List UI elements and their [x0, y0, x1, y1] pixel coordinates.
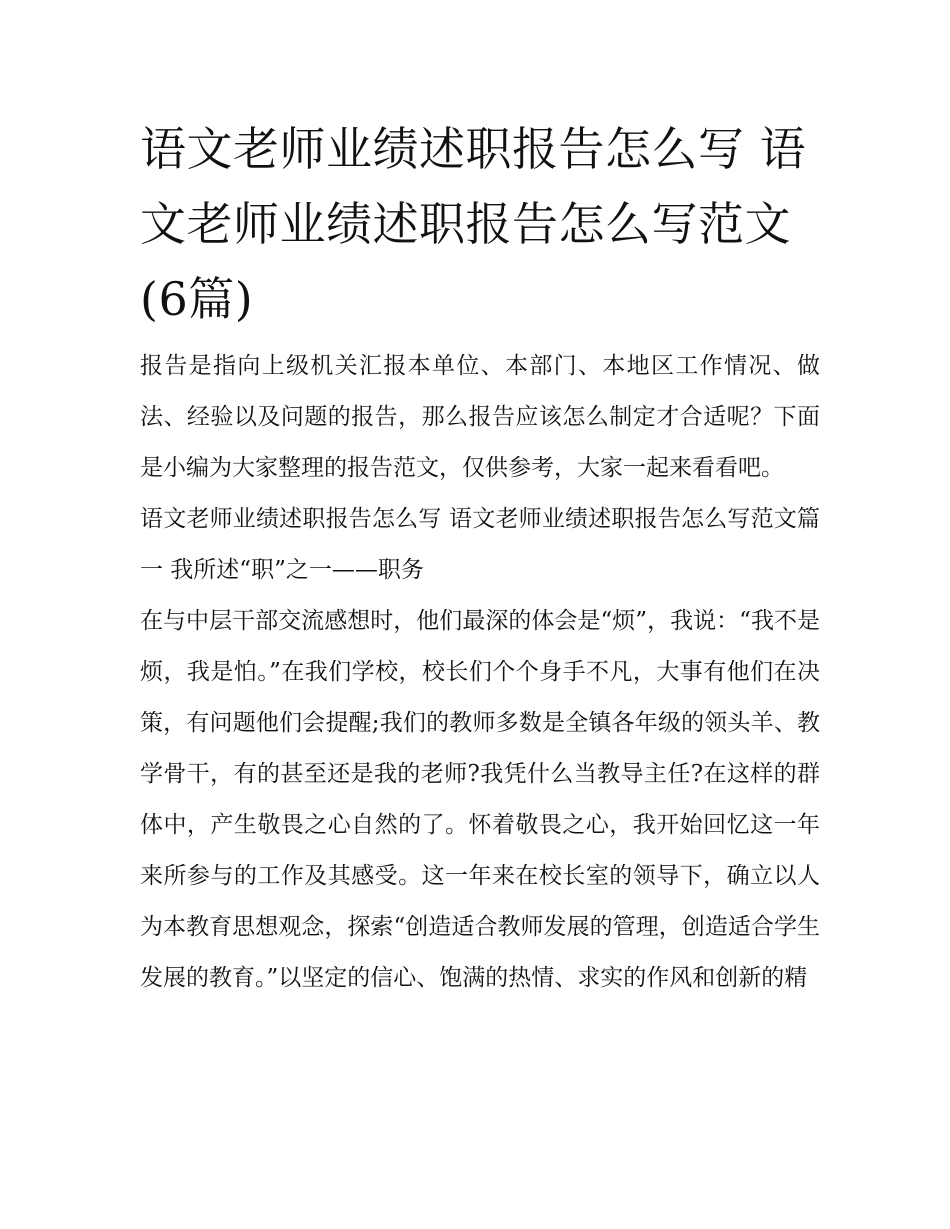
body-paragraph: 在与中层干部交流感想时，他们最深的体会是“烦”，我说：“我不是烦，我是怕。”在我们学校，校长们个个身手不凡，大事有他们在决策，有问题他们会提醒;我们的教师多数是全镇各年级的领头羊、教学骨干，有的甚至还是我的老师?我凭什么当教导主任?在这样的群体中，产生敬畏之心自然的了。怀着敬畏之心，我开始回忆这一年来所参与的工作及其感受。这一年来在校长室的领导下，确立以人为本教育思想观念，探索“创造适合教师发展的管理，创造适合学生发展的教育。”以坚定的信心、饱满的热情、求实的作风和创新的精	[140, 608, 820, 991]
intro-paragraph: 报告是指向上级机关汇报本单位、本部门、本地区工作情况、做法、经验以及问题的报告，那么报告应该怎么制定才合适呢？下面是小编为大家整理的报告范文，仅供参考，大家一起来看看吧。	[140, 353, 820, 481]
section-heading: 语文老师业绩述职报告怎么写 语文老师业绩述职报告怎么写范文篇一 我所述“职”之一——职务	[140, 506, 820, 583]
document-title: 语文老师业绩述职报告怎么写 语文老师业绩述职报告怎么写范文(6篇)	[140, 122, 807, 326]
document-page	[140, 112, 820, 1004]
